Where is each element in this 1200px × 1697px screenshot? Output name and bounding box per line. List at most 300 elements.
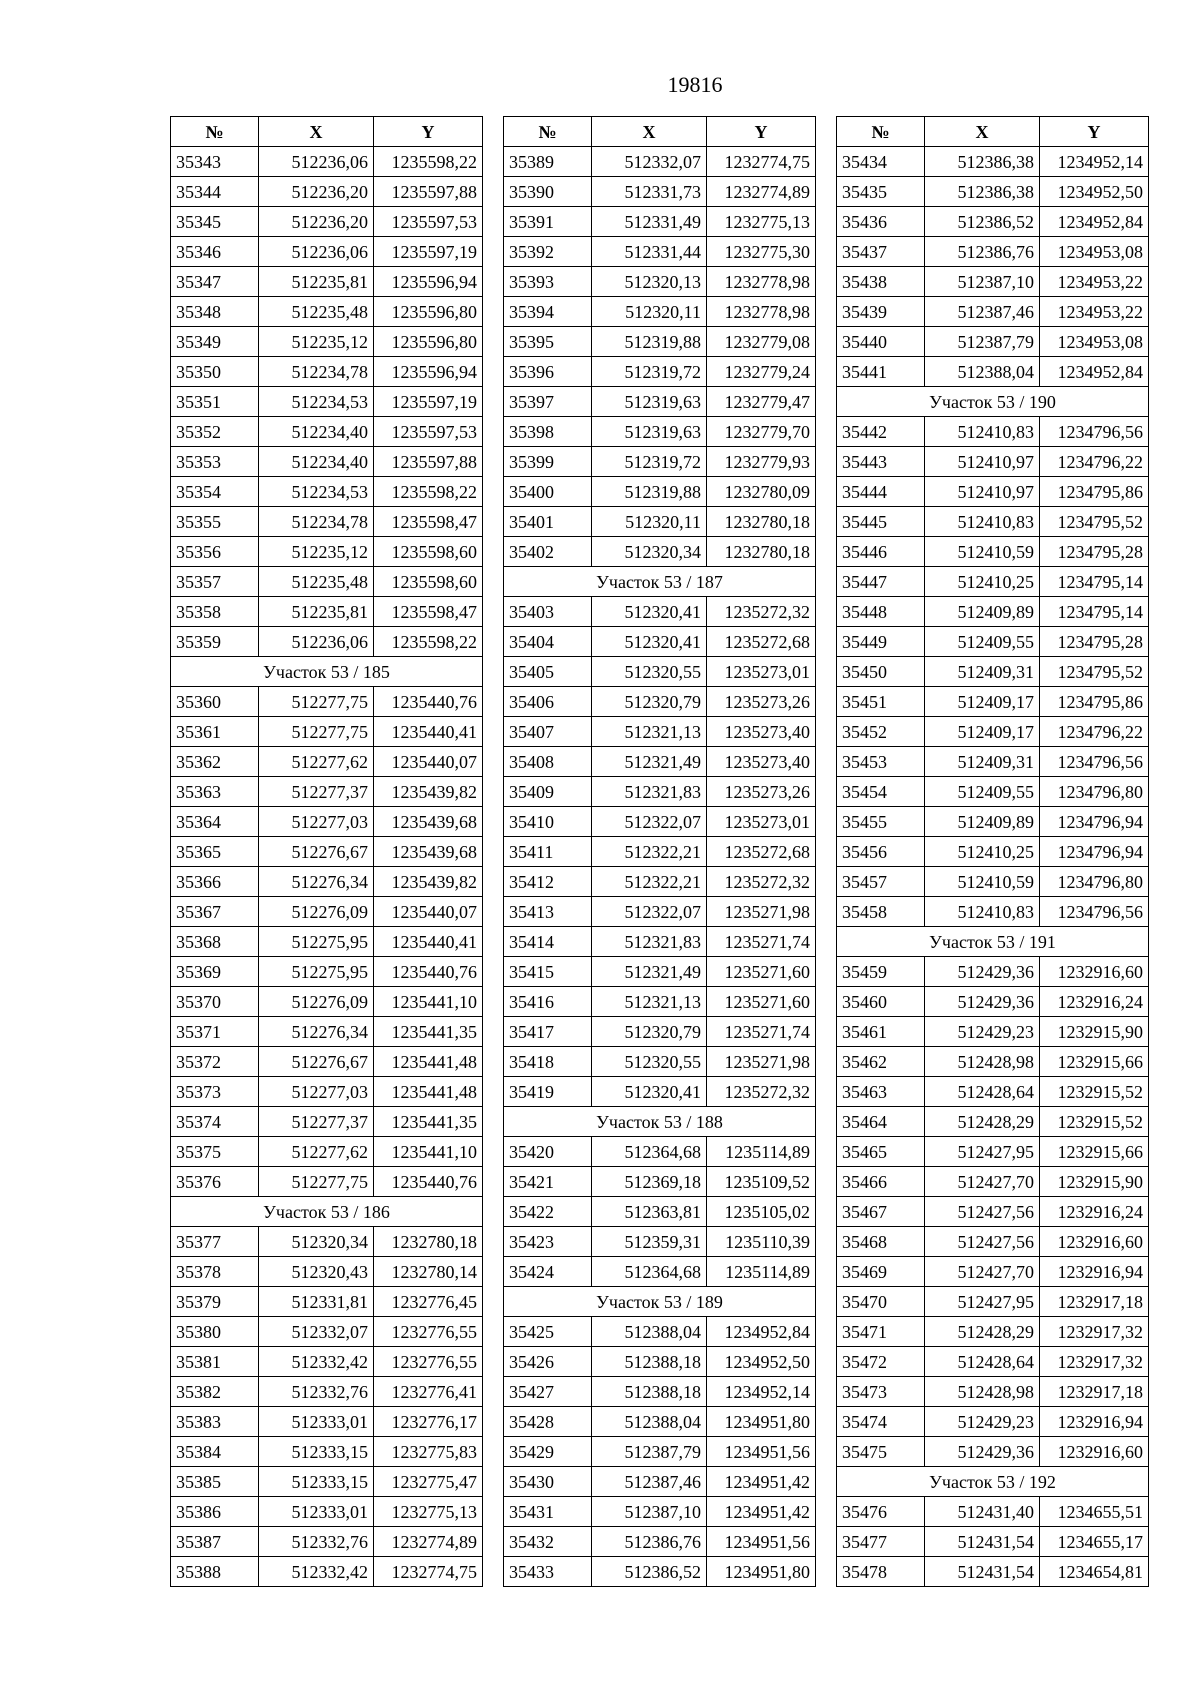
- point-number-cell: 35455: [837, 807, 925, 837]
- x-coordinate-cell: 512386,38: [925, 147, 1040, 177]
- section-title: Участок 53 / 186: [171, 1197, 483, 1227]
- point-number-cell: 35464: [837, 1107, 925, 1137]
- point-number-cell: 35442: [837, 417, 925, 447]
- point-number-cell: 35377: [171, 1227, 259, 1257]
- point-number-cell: 35393: [504, 267, 592, 297]
- point-number-cell: 35415: [504, 957, 592, 987]
- y-coordinate-cell: 1232915,90: [1040, 1167, 1149, 1197]
- table-row: [504, 387, 816, 417]
- y-coordinate-cell: 1235114,89: [707, 1137, 816, 1167]
- x-coordinate-cell: 512320,41: [592, 597, 707, 627]
- y-coordinate-cell: 1235271,60: [707, 987, 816, 1017]
- x-coordinate-cell: 512387,79: [925, 327, 1040, 357]
- x-coordinate-cell: 512369,18: [592, 1167, 707, 1197]
- x-coordinate-cell: 512236,20: [259, 177, 374, 207]
- x-coordinate-cell: 512235,81: [259, 267, 374, 297]
- x-coordinate-cell: 512409,17: [925, 687, 1040, 717]
- point-number-cell: 35367: [171, 897, 259, 927]
- x-coordinate-cell: 512276,67: [259, 1047, 374, 1077]
- x-coordinate-cell: 512410,25: [925, 837, 1040, 867]
- x-coordinate-cell: 512387,46: [925, 297, 1040, 327]
- y-coordinate-cell: 1234796,56: [1040, 417, 1149, 447]
- point-number-cell: 35429: [504, 1437, 592, 1467]
- x-coordinate-cell: 512410,59: [925, 537, 1040, 567]
- x-coordinate-cell: 512235,48: [259, 567, 374, 597]
- table-row: [837, 1527, 1149, 1557]
- point-number-cell: 35345: [171, 207, 259, 237]
- x-coordinate-cell: 512428,98: [925, 1047, 1040, 1077]
- x-coordinate-cell: 512428,29: [925, 1107, 1040, 1137]
- x-coordinate-cell: 512359,31: [592, 1227, 707, 1257]
- point-number-cell: 35351: [171, 387, 259, 417]
- y-coordinate-cell: 1234953,22: [1040, 267, 1149, 297]
- x-coordinate-cell: 512331,44: [592, 237, 707, 267]
- y-coordinate-cell: 1235598,60: [374, 567, 483, 597]
- table-row: [171, 327, 483, 357]
- table-row: [837, 807, 1149, 837]
- y-coordinate-cell: 1235598,22: [374, 147, 483, 177]
- x-coordinate-cell: 512320,79: [592, 1017, 707, 1047]
- x-coordinate-cell: 512276,09: [259, 897, 374, 927]
- table-row: [837, 537, 1149, 567]
- y-coordinate-cell: 1235273,26: [707, 777, 816, 807]
- table-row: [171, 1107, 483, 1137]
- point-number-cell: 35454: [837, 777, 925, 807]
- point-number-cell: 35347: [171, 267, 259, 297]
- section-title: Участок 53 / 187: [504, 567, 816, 597]
- point-number-cell: 35446: [837, 537, 925, 567]
- table-row: [504, 507, 816, 537]
- x-coordinate-cell: 512427,95: [925, 1287, 1040, 1317]
- y-coordinate-cell: 1232915,66: [1040, 1137, 1149, 1167]
- y-coordinate-cell: 1235271,74: [707, 1017, 816, 1047]
- table-header-row: [504, 117, 816, 147]
- table-row: [504, 957, 816, 987]
- x-coordinate-cell: 512320,41: [592, 1077, 707, 1107]
- y-coordinate-cell: 1234951,42: [707, 1497, 816, 1527]
- point-number-cell: 35391: [504, 207, 592, 237]
- column-header-number: №: [837, 117, 925, 147]
- point-number-cell: 35398: [504, 417, 592, 447]
- point-number-cell: 35346: [171, 237, 259, 267]
- x-coordinate-cell: 512427,56: [925, 1197, 1040, 1227]
- x-coordinate-cell: 512386,52: [592, 1557, 707, 1587]
- x-coordinate-cell: 512277,62: [259, 747, 374, 777]
- x-coordinate-cell: 512321,13: [592, 987, 707, 1017]
- point-number-cell: 35423: [504, 1227, 592, 1257]
- x-coordinate-cell: 512235,81: [259, 597, 374, 627]
- point-number-cell: 35390: [504, 177, 592, 207]
- point-number-cell: 35371: [171, 1017, 259, 1047]
- x-coordinate-cell: 512235,12: [259, 327, 374, 357]
- y-coordinate-cell: 1235439,82: [374, 777, 483, 807]
- x-coordinate-cell: 512321,49: [592, 747, 707, 777]
- table-row: [504, 417, 816, 447]
- table-row: [171, 507, 483, 537]
- x-coordinate-cell: 512427,70: [925, 1167, 1040, 1197]
- point-number-cell: 35408: [504, 747, 592, 777]
- table-row: [837, 207, 1149, 237]
- x-coordinate-cell: 512322,21: [592, 837, 707, 867]
- point-number-cell: 35416: [504, 987, 592, 1017]
- table-row: [837, 957, 1149, 987]
- column-header-number: №: [504, 117, 592, 147]
- table-row: [504, 1557, 816, 1587]
- y-coordinate-cell: 1235597,88: [374, 447, 483, 477]
- table-row: [171, 477, 483, 507]
- point-number-cell: 35378: [171, 1257, 259, 1287]
- y-coordinate-cell: 1232774,75: [374, 1557, 483, 1587]
- y-coordinate-cell: 1235272,32: [707, 597, 816, 627]
- table-row: [504, 1167, 816, 1197]
- point-number-cell: 35397: [504, 387, 592, 417]
- y-coordinate-cell: 1234952,84: [1040, 207, 1149, 237]
- point-number-cell: 35468: [837, 1227, 925, 1257]
- point-number-cell: 35385: [171, 1467, 259, 1497]
- y-coordinate-cell: 1235597,19: [374, 237, 483, 267]
- point-number-cell: 35354: [171, 477, 259, 507]
- x-coordinate-cell: 512277,37: [259, 777, 374, 807]
- table-row: [171, 297, 483, 327]
- table-row: [171, 1167, 483, 1197]
- y-coordinate-cell: 1234796,94: [1040, 807, 1149, 837]
- table-row: [837, 717, 1149, 747]
- table-row: [171, 1467, 483, 1497]
- x-coordinate-cell: 512431,54: [925, 1527, 1040, 1557]
- point-number-cell: 35402: [504, 537, 592, 567]
- x-coordinate-cell: 512277,62: [259, 1137, 374, 1167]
- table-row: [837, 1137, 1149, 1167]
- x-coordinate-cell: 512320,34: [259, 1227, 374, 1257]
- point-number-cell: 35470: [837, 1287, 925, 1317]
- point-number-cell: 35458: [837, 897, 925, 927]
- point-number-cell: 35430: [504, 1467, 592, 1497]
- table-row: [837, 1347, 1149, 1377]
- table-row: [504, 1257, 816, 1287]
- section-row: [171, 1197, 483, 1227]
- y-coordinate-cell: 1235439,82: [374, 867, 483, 897]
- x-coordinate-cell: 512234,53: [259, 477, 374, 507]
- x-coordinate-cell: 512332,07: [259, 1317, 374, 1347]
- x-coordinate-cell: 512363,81: [592, 1197, 707, 1227]
- table-row: [504, 807, 816, 837]
- table-row: [837, 1317, 1149, 1347]
- x-coordinate-cell: 512276,34: [259, 1017, 374, 1047]
- point-number-cell: 35467: [837, 1197, 925, 1227]
- y-coordinate-cell: 1234951,56: [707, 1437, 816, 1467]
- y-coordinate-cell: 1232776,41: [374, 1377, 483, 1407]
- x-coordinate-cell: 512275,95: [259, 927, 374, 957]
- y-coordinate-cell: 1232776,55: [374, 1347, 483, 1377]
- section-row: [171, 657, 483, 687]
- table-row: [504, 1437, 816, 1467]
- point-number-cell: 35457: [837, 867, 925, 897]
- table-row: [171, 837, 483, 867]
- table-row: [171, 807, 483, 837]
- table-row: [837, 297, 1149, 327]
- coordinates-table: [170, 116, 483, 1587]
- x-coordinate-cell: 512388,18: [592, 1377, 707, 1407]
- x-coordinate-cell: 512332,76: [259, 1377, 374, 1407]
- x-coordinate-cell: 512236,06: [259, 237, 374, 267]
- y-coordinate-cell: 1235440,07: [374, 897, 483, 927]
- x-coordinate-cell: 512427,70: [925, 1257, 1040, 1287]
- section-row: [837, 387, 1149, 417]
- table-row: [171, 1137, 483, 1167]
- table-row: [837, 867, 1149, 897]
- y-coordinate-cell: 1235271,98: [707, 897, 816, 927]
- column-header-x: X: [592, 117, 707, 147]
- y-coordinate-cell: 1234795,28: [1040, 627, 1149, 657]
- table-row: [171, 177, 483, 207]
- point-number-cell: 35448: [837, 597, 925, 627]
- table-row: [171, 687, 483, 717]
- x-coordinate-cell: 512277,03: [259, 807, 374, 837]
- point-number-cell: 35417: [504, 1017, 592, 1047]
- table-row: [171, 1317, 483, 1347]
- x-coordinate-cell: 512277,75: [259, 687, 374, 717]
- y-coordinate-cell: 1235597,53: [374, 207, 483, 237]
- y-coordinate-cell: 1235110,39: [707, 1227, 816, 1257]
- table-row: [171, 627, 483, 657]
- table-row: [504, 297, 816, 327]
- y-coordinate-cell: 1235596,80: [374, 297, 483, 327]
- point-number-cell: 35400: [504, 477, 592, 507]
- table-row: [171, 147, 483, 177]
- point-number-cell: 35359: [171, 627, 259, 657]
- section-title: Участок 53 / 192: [837, 1467, 1149, 1497]
- point-number-cell: 35349: [171, 327, 259, 357]
- x-coordinate-cell: 512409,17: [925, 717, 1040, 747]
- y-coordinate-cell: 1232775,47: [374, 1467, 483, 1497]
- table-row: [504, 987, 816, 1017]
- x-coordinate-cell: 512234,40: [259, 447, 374, 477]
- page-number: 19816: [667, 72, 723, 97]
- point-number-cell: 35476: [837, 1497, 925, 1527]
- x-coordinate-cell: 512388,04: [925, 357, 1040, 387]
- table-row: [171, 1557, 483, 1587]
- table-row: [837, 1557, 1149, 1587]
- x-coordinate-cell: 512321,83: [592, 777, 707, 807]
- point-number-cell: 35447: [837, 567, 925, 597]
- x-coordinate-cell: 512331,73: [592, 177, 707, 207]
- point-number-cell: 35411: [504, 837, 592, 867]
- table-row: [171, 1017, 483, 1047]
- section-row: [504, 1107, 816, 1137]
- point-number-cell: 35406: [504, 687, 592, 717]
- table-row: [504, 1347, 816, 1377]
- point-number-cell: 35366: [171, 867, 259, 897]
- point-number-cell: 35445: [837, 507, 925, 537]
- table-row: [837, 267, 1149, 297]
- point-number-cell: 35443: [837, 447, 925, 477]
- point-number-cell: 35444: [837, 477, 925, 507]
- table-row: [171, 207, 483, 237]
- table-row: [171, 897, 483, 927]
- table-row: [504, 1227, 816, 1257]
- y-coordinate-cell: 1232778,98: [707, 297, 816, 327]
- x-coordinate-cell: 512410,83: [925, 507, 1040, 537]
- x-coordinate-cell: 512320,41: [592, 627, 707, 657]
- y-coordinate-cell: 1235440,76: [374, 957, 483, 987]
- table-row: [504, 1197, 816, 1227]
- point-number-cell: 35413: [504, 897, 592, 927]
- y-coordinate-cell: 1235272,68: [707, 627, 816, 657]
- y-coordinate-cell: 1232780,18: [374, 1227, 483, 1257]
- y-coordinate-cell: 1235597,19: [374, 387, 483, 417]
- x-coordinate-cell: 512319,88: [592, 477, 707, 507]
- table-row: [504, 867, 816, 897]
- x-coordinate-cell: 512409,55: [925, 777, 1040, 807]
- point-number-cell: 35451: [837, 687, 925, 717]
- table-row: [171, 717, 483, 747]
- x-coordinate-cell: 512410,59: [925, 867, 1040, 897]
- table-row: [837, 177, 1149, 207]
- y-coordinate-cell: 1235273,40: [707, 747, 816, 777]
- section-row: [837, 1467, 1149, 1497]
- x-coordinate-cell: 512410,83: [925, 417, 1040, 447]
- table-row: [837, 1197, 1149, 1227]
- x-coordinate-cell: 512234,53: [259, 387, 374, 417]
- column-header-x: X: [259, 117, 374, 147]
- point-number-cell: 35434: [837, 147, 925, 177]
- x-coordinate-cell: 512235,48: [259, 297, 374, 327]
- y-coordinate-cell: 1235441,48: [374, 1047, 483, 1077]
- table-row: [171, 1047, 483, 1077]
- y-coordinate-cell: 1235441,10: [374, 987, 483, 1017]
- point-number-cell: 35463: [837, 1077, 925, 1107]
- point-number-cell: 35478: [837, 1557, 925, 1587]
- point-number-cell: 35432: [504, 1527, 592, 1557]
- table-row: [504, 597, 816, 627]
- x-coordinate-cell: 512320,55: [592, 657, 707, 687]
- y-coordinate-cell: 1232917,32: [1040, 1347, 1149, 1377]
- x-coordinate-cell: 512277,37: [259, 1107, 374, 1137]
- table-row: [171, 237, 483, 267]
- y-coordinate-cell: 1232778,98: [707, 267, 816, 297]
- x-coordinate-cell: 512429,23: [925, 1407, 1040, 1437]
- point-number-cell: 35449: [837, 627, 925, 657]
- x-coordinate-cell: 512236,06: [259, 147, 374, 177]
- table-row: [504, 1527, 816, 1557]
- table-row: [837, 477, 1149, 507]
- y-coordinate-cell: 1232774,75: [707, 147, 816, 177]
- y-coordinate-cell: 1232917,18: [1040, 1377, 1149, 1407]
- table-row: [171, 957, 483, 987]
- x-coordinate-cell: 512320,43: [259, 1257, 374, 1287]
- x-coordinate-cell: 512409,31: [925, 657, 1040, 687]
- x-coordinate-cell: 512275,95: [259, 957, 374, 987]
- table-row: [171, 1227, 483, 1257]
- table-row: [837, 1107, 1149, 1137]
- point-number-cell: 35403: [504, 597, 592, 627]
- y-coordinate-cell: 1235598,22: [374, 477, 483, 507]
- y-coordinate-cell: 1235440,76: [374, 1167, 483, 1197]
- y-coordinate-cell: 1235273,01: [707, 657, 816, 687]
- y-coordinate-cell: 1232775,13: [374, 1497, 483, 1527]
- table-row: [171, 1437, 483, 1467]
- point-number-cell: 35374: [171, 1107, 259, 1137]
- table-row: [837, 747, 1149, 777]
- y-coordinate-cell: 1234952,50: [1040, 177, 1149, 207]
- y-coordinate-cell: 1234796,80: [1040, 867, 1149, 897]
- y-coordinate-cell: 1235440,41: [374, 927, 483, 957]
- y-coordinate-cell: 1232915,52: [1040, 1077, 1149, 1107]
- table-row: [504, 327, 816, 357]
- table-row: [504, 357, 816, 387]
- x-coordinate-cell: 512388,04: [592, 1317, 707, 1347]
- y-coordinate-cell: 1235598,22: [374, 627, 483, 657]
- y-coordinate-cell: 1235114,89: [707, 1257, 816, 1287]
- point-number-cell: 35399: [504, 447, 592, 477]
- y-coordinate-cell: 1232916,60: [1040, 1437, 1149, 1467]
- table-row: [171, 1377, 483, 1407]
- section-title: Участок 53 / 191: [837, 927, 1149, 957]
- point-number-cell: 35452: [837, 717, 925, 747]
- table-row: [504, 687, 816, 717]
- coordinates-table: [836, 116, 1149, 1587]
- point-number-cell: 35473: [837, 1377, 925, 1407]
- y-coordinate-cell: 1235273,26: [707, 687, 816, 717]
- column-header-number: №: [171, 117, 259, 147]
- y-coordinate-cell: 1234953,22: [1040, 297, 1149, 327]
- y-coordinate-cell: 1235596,94: [374, 267, 483, 297]
- table-row: [837, 1497, 1149, 1527]
- x-coordinate-cell: 512410,83: [925, 897, 1040, 927]
- point-number-cell: 35353: [171, 447, 259, 477]
- x-coordinate-cell: 512409,89: [925, 807, 1040, 837]
- x-coordinate-cell: 512428,64: [925, 1347, 1040, 1377]
- x-coordinate-cell: 512321,49: [592, 957, 707, 987]
- x-coordinate-cell: 512320,55: [592, 1047, 707, 1077]
- point-number-cell: 35361: [171, 717, 259, 747]
- table-row: [504, 267, 816, 297]
- point-number-cell: 35348: [171, 297, 259, 327]
- table-row: [504, 777, 816, 807]
- table-header-row: [837, 117, 1149, 147]
- point-number-cell: 35428: [504, 1407, 592, 1437]
- y-coordinate-cell: 1232780,14: [374, 1257, 483, 1287]
- table-row: [171, 1347, 483, 1377]
- y-coordinate-cell: 1232775,13: [707, 207, 816, 237]
- x-coordinate-cell: 512276,34: [259, 867, 374, 897]
- table-row: [837, 1437, 1149, 1467]
- x-coordinate-cell: 512386,38: [925, 177, 1040, 207]
- y-coordinate-cell: 1232779,93: [707, 447, 816, 477]
- y-coordinate-cell: 1234951,56: [707, 1527, 816, 1557]
- point-number-cell: 35440: [837, 327, 925, 357]
- y-coordinate-cell: 1234952,84: [707, 1317, 816, 1347]
- table-row: [837, 1257, 1149, 1287]
- point-number-cell: 35386: [171, 1497, 259, 1527]
- table-row: [837, 837, 1149, 867]
- y-coordinate-cell: 1235440,07: [374, 747, 483, 777]
- x-coordinate-cell: 512387,10: [925, 267, 1040, 297]
- y-coordinate-cell: 1232780,18: [707, 537, 816, 567]
- y-coordinate-cell: 1234952,14: [707, 1377, 816, 1407]
- y-coordinate-cell: 1232779,24: [707, 357, 816, 387]
- y-coordinate-cell: 1235441,48: [374, 1077, 483, 1107]
- point-number-cell: 35362: [171, 747, 259, 777]
- table-row: [504, 477, 816, 507]
- x-coordinate-cell: 512322,07: [592, 897, 707, 927]
- point-number-cell: 35356: [171, 537, 259, 567]
- y-coordinate-cell: 1234655,51: [1040, 1497, 1149, 1527]
- y-coordinate-cell: 1235271,74: [707, 927, 816, 957]
- y-coordinate-cell: 1234795,52: [1040, 657, 1149, 687]
- section-row: [504, 1287, 816, 1317]
- point-number-cell: 35404: [504, 627, 592, 657]
